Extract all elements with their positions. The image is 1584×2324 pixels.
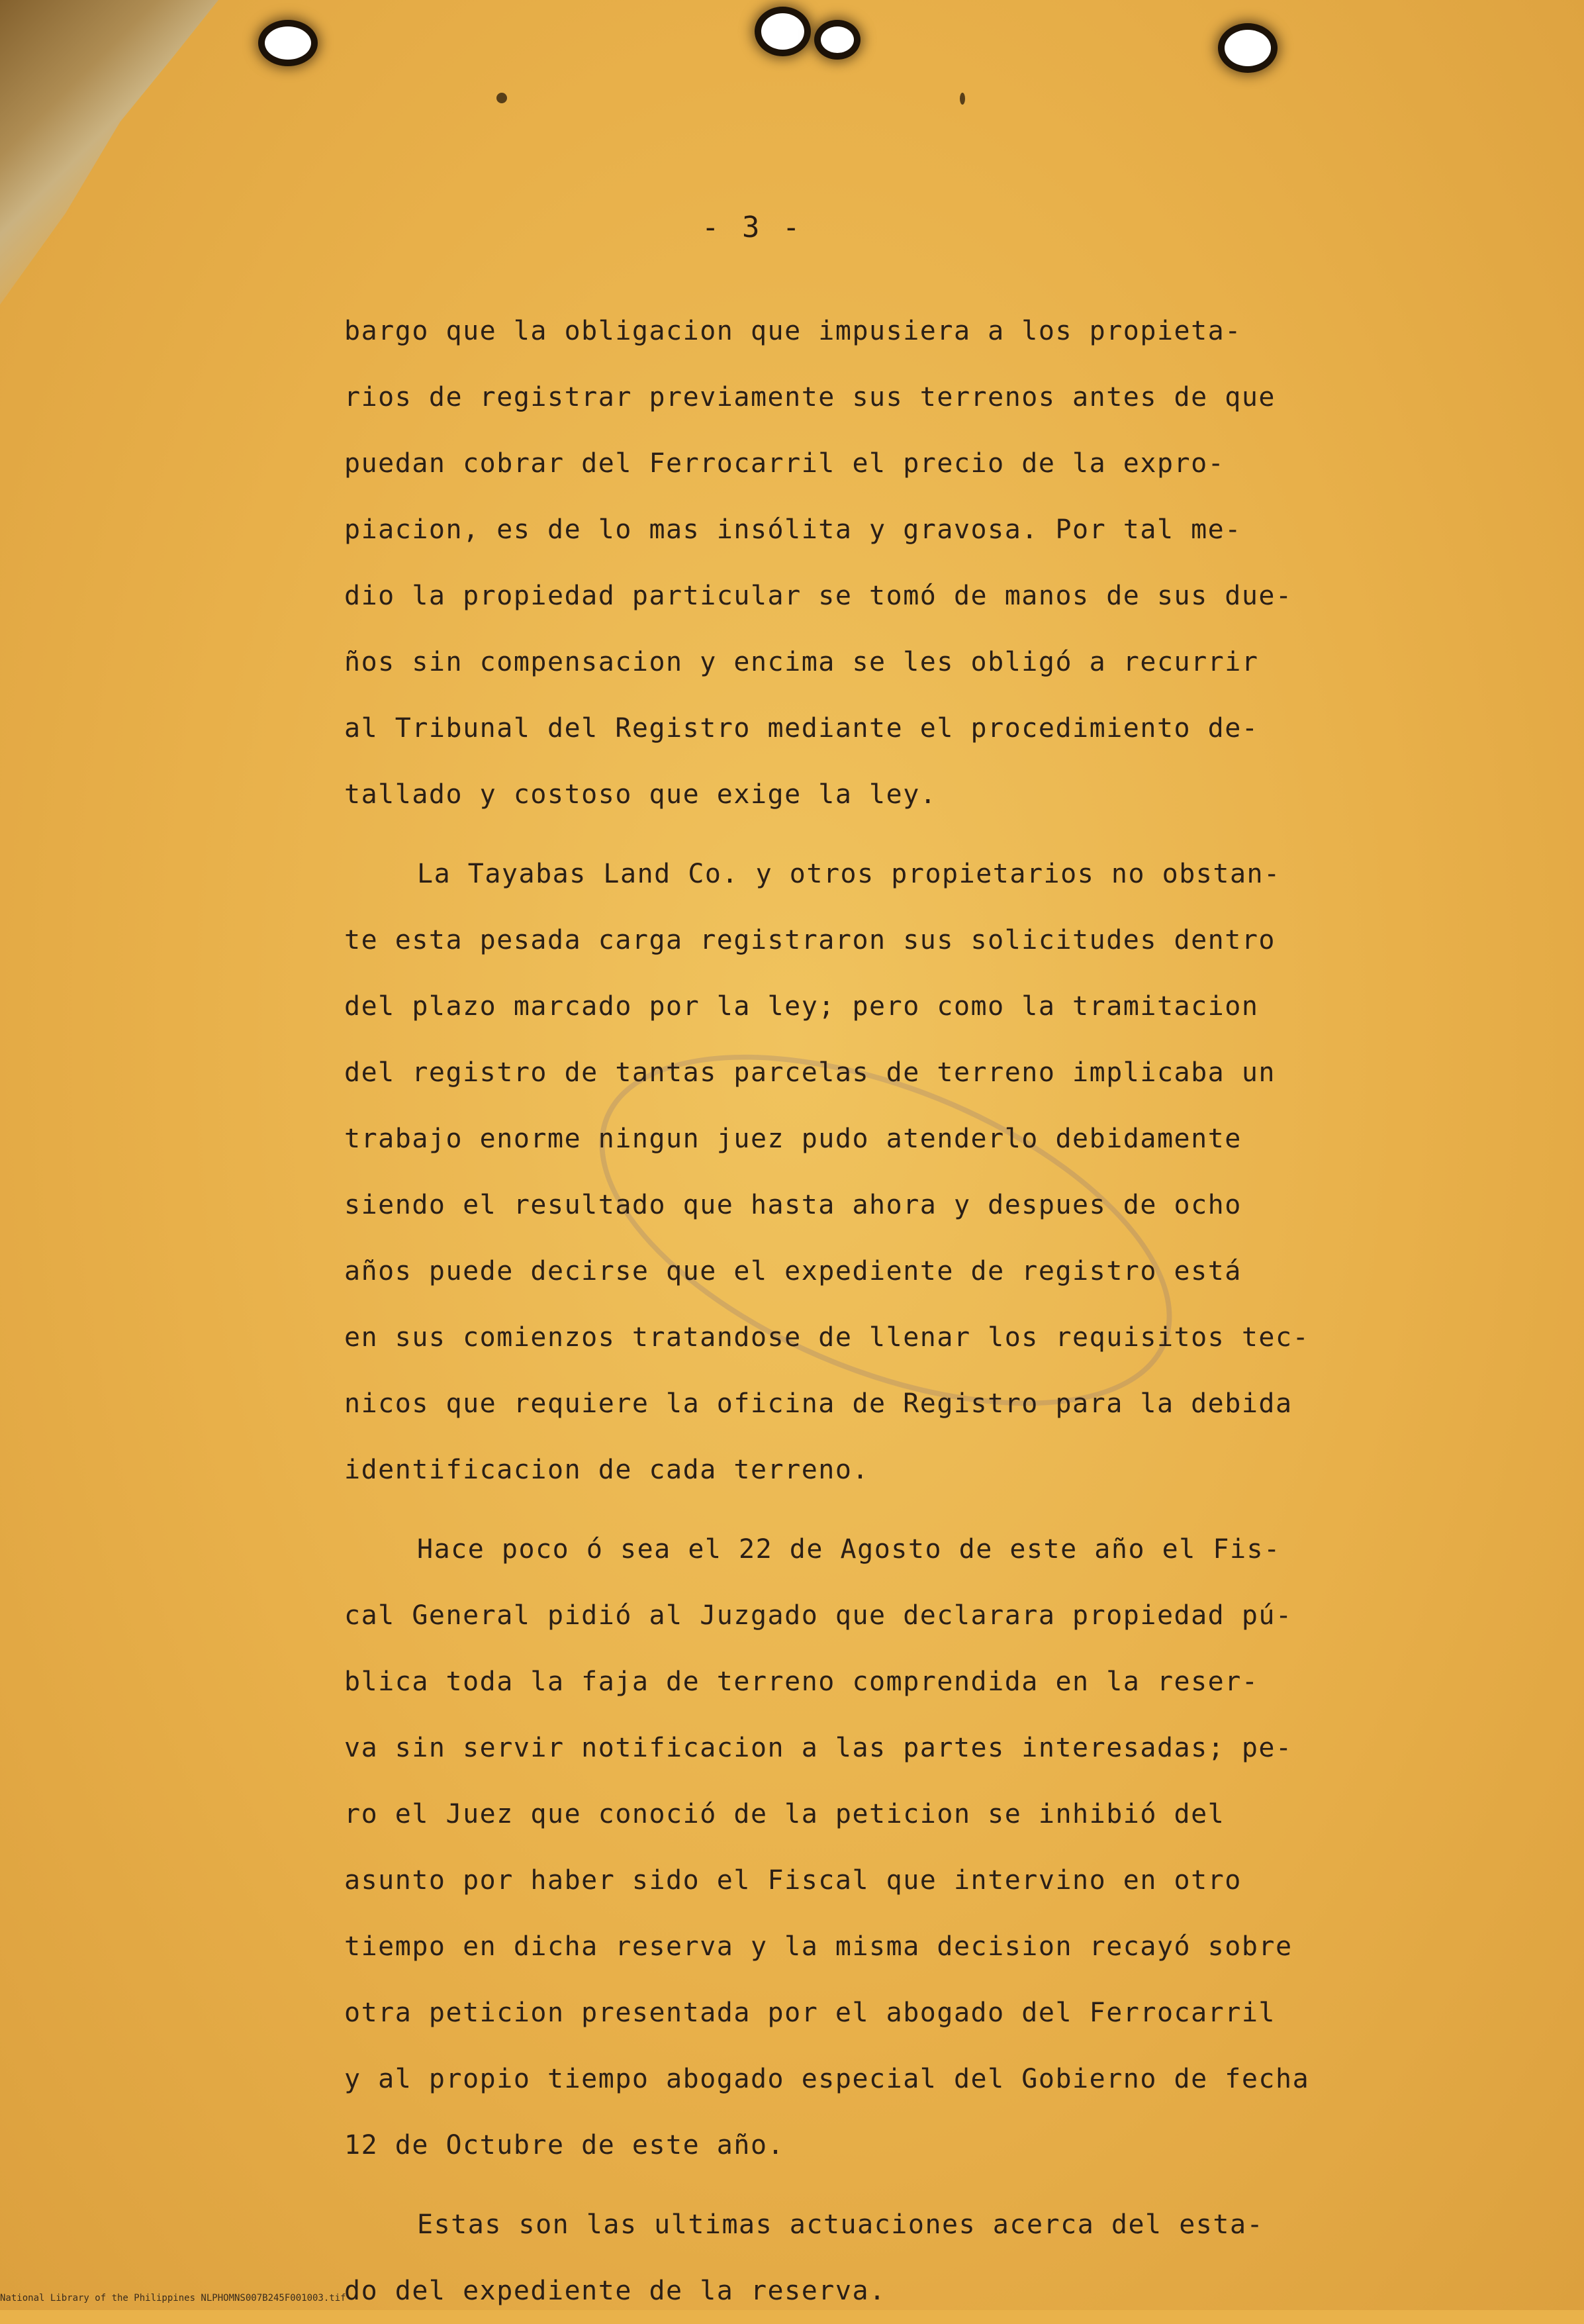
text-line: bargo que la obligacion que impusiera a los propieta-	[344, 316, 1242, 346]
text-line: va sin servir notificacion a las partes interesadas; pe-	[344, 1733, 1293, 1763]
text-line: del registro de tantas parcelas de terreno implicaba un	[344, 1057, 1276, 1088]
text-line: cal General pidió al Juzgado que declarara propiedad pú-	[344, 1600, 1293, 1631]
text-line: identificacion de cada terreno.	[344, 1455, 870, 1485]
text-line: tallado y costoso que exige la ley.	[344, 779, 937, 810]
text-line: rios de registrar previamente sus terrenos antes de que	[344, 382, 1276, 412]
text-line: 12 de Octubre de este año.	[344, 2130, 785, 2160]
binding-hole	[821, 26, 854, 53]
text-line: piacion, es de lo mas insólita y gravosa. Por tal me-	[344, 514, 1242, 545]
text-line: ro el Juez que conoció de la peticion se inhibió del	[344, 1799, 1225, 1829]
text-line: Estas son las ultimas actuaciones acerca del esta-	[417, 2209, 1264, 2240]
text-line: ños sin compensacion y encima se les obligó a recurrir	[344, 647, 1259, 677]
text-line: puedan cobrar del Ferrocarril el precio de la expro-	[344, 448, 1225, 479]
text-line: tiempo en dicha reserva y la misma decision recayó sobre	[344, 1931, 1293, 1962]
text-line: siendo el resultado que hasta ahora y despues de ocho	[344, 1190, 1242, 1220]
text-line: del plazo marcado por la ley; pero como la tramitacion	[344, 991, 1259, 1022]
binding-hole	[1225, 30, 1271, 66]
text-line: años puede decirse que el expediente de registro está	[344, 1256, 1242, 1286]
text-line: nicos que requiere la oficina de Registro para la debida	[344, 1388, 1293, 1419]
torn-corner	[0, 0, 218, 305]
text-line: asunto por haber sido el Fiscal que intervino en otro	[344, 1865, 1242, 1896]
ink-smudge	[496, 93, 507, 103]
text-line: trabajo enorme ningun juez pudo atenderlo debidamente	[344, 1124, 1242, 1154]
text-line: La Tayabas Land Co. y otros propietarios no obstan-	[417, 859, 1281, 889]
text-line: do del expediente de la reserva.	[344, 2276, 886, 2306]
text-line: al Tribunal del Registro mediante el procedimiento de-	[344, 713, 1259, 744]
text-line: blica toda la faja de terreno comprendida en la reser-	[344, 1667, 1259, 1697]
text-line: y al propio tiempo abogado especial del Gobierno de fecha	[344, 2064, 1310, 2094]
typed-text	[344, 298, 1324, 2324]
text-line: te esta pesada carga registraron sus solicitudes dentro	[344, 925, 1276, 955]
binding-hole	[761, 13, 804, 50]
text-line: dio la propiedad particular se tomó de manos de sus due-	[344, 581, 1293, 611]
text-line: en sus comienzos tratandose de llenar los requisitos tec-	[344, 1322, 1310, 1353]
text-line: otra peticion presentada por el abogado del Ferrocarril	[344, 1998, 1276, 2028]
text-line: Hace poco ó sea el 22 de Agosto de este año el Fis-	[417, 1534, 1281, 1565]
page-number: - 3 -	[702, 211, 803, 244]
binding-hole	[265, 26, 311, 60]
ink-smudge	[960, 93, 965, 105]
scan-footer: National Library of the Philippines NLPHOMNS007B245F001003.tif	[0, 2293, 346, 2303]
